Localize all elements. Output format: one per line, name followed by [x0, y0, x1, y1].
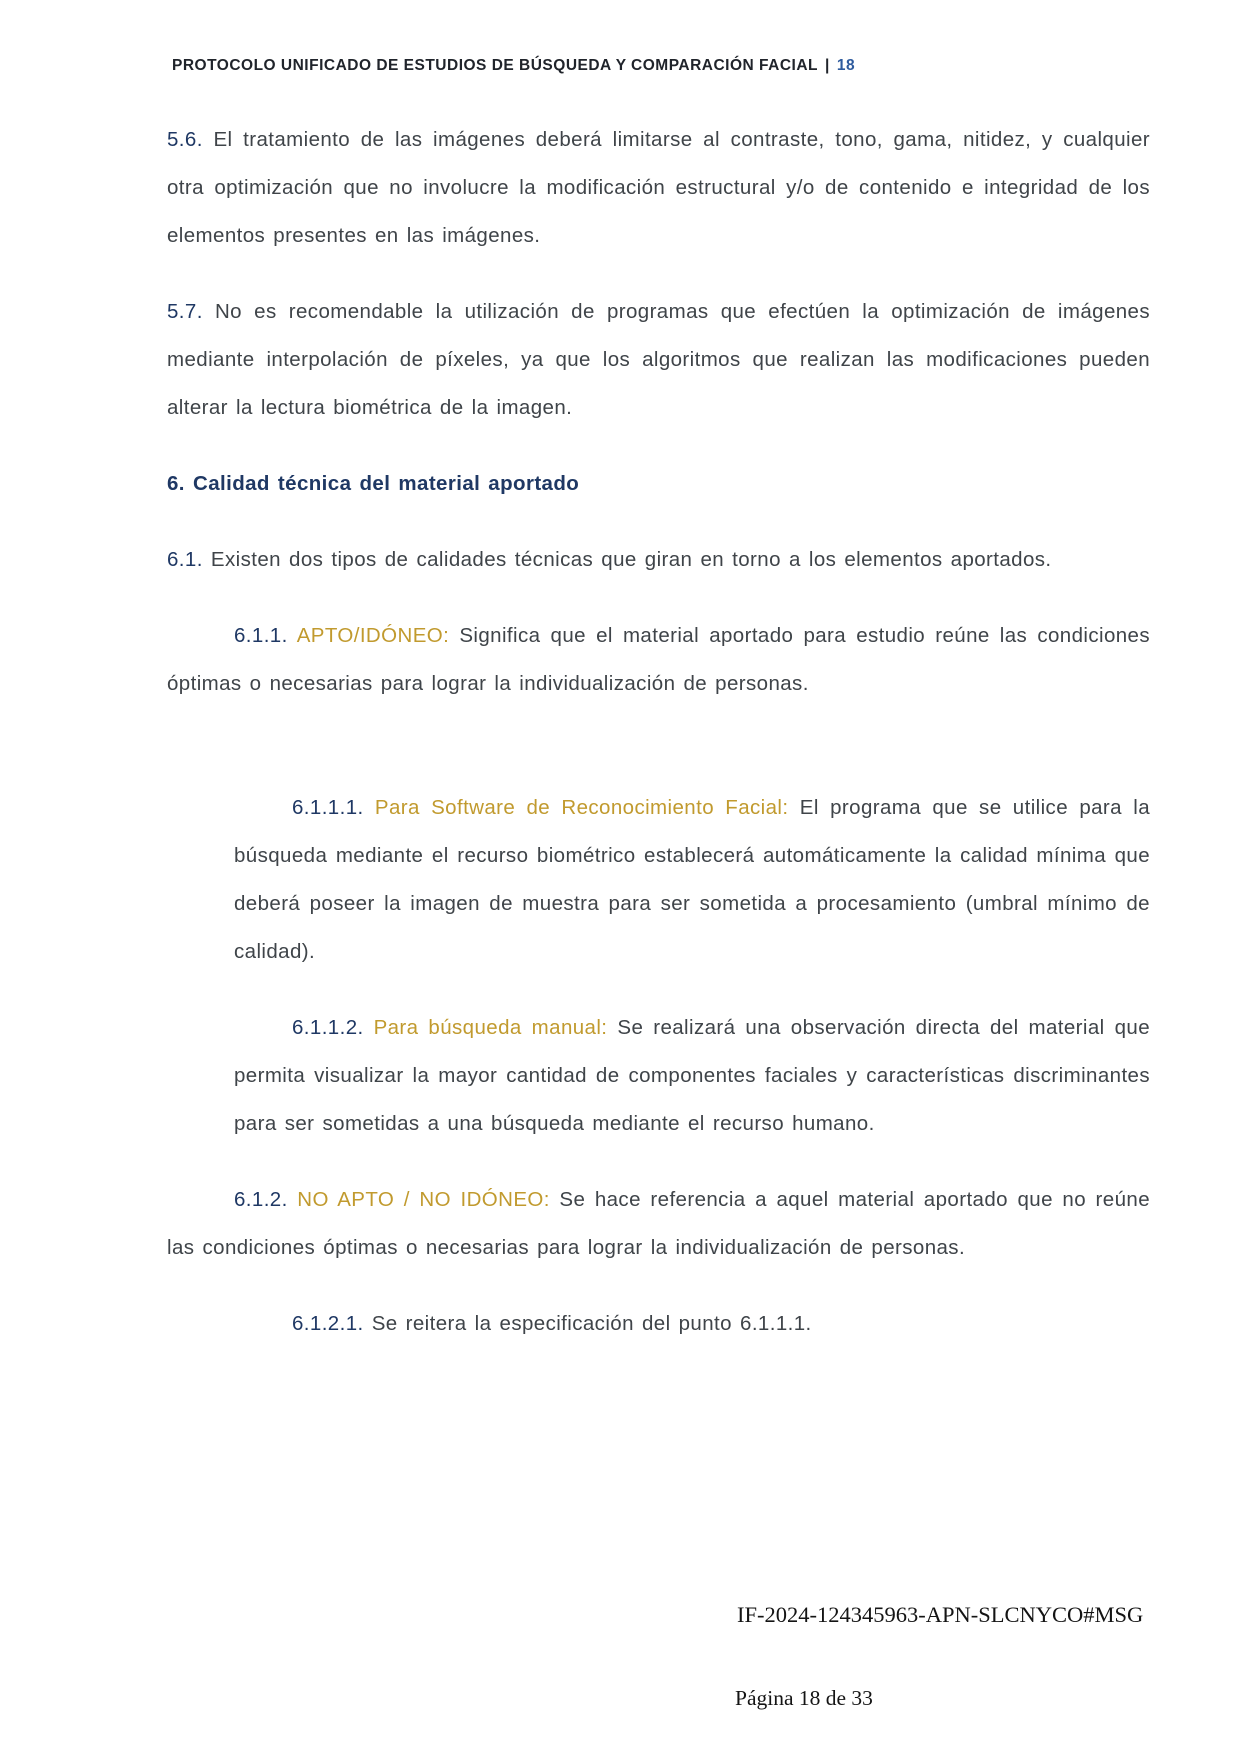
paragraph-text: No es recomendable la utilización de programas que efectúen la optimización de imágenes mediante interpolación de píxeles, ya que los algoritmos que realizan las modificaciones pueden alterar la lectura biométrica de la imagen.	[167, 300, 1150, 419]
paragraph-text: Se hace referencia a aquel material aportado que no reúne las condiciones óptimas o necesarias para lograr la individualización de personas.	[167, 1188, 1150, 1259]
paragraph-6	[167, 460, 1150, 508]
keyword-label: Para Software de Reconocimiento Facial:	[363, 796, 789, 819]
paragraph-number: 6.1.1.1.	[292, 796, 364, 819]
paragraph-6-1	[167, 536, 1150, 584]
paragraph-number: 5.6.	[167, 128, 203, 151]
keyword-label: Para búsqueda manual:	[363, 1016, 608, 1039]
paragraph-5-6	[167, 116, 1150, 260]
paragraph-text: Existen dos tipos de calidades técnicas que giran en torno a los elementos aportados.	[202, 548, 1052, 571]
paragraph-6-1-1-2	[234, 1004, 1150, 1148]
paragraph-number: 6.1.1.	[234, 624, 288, 647]
paragraph-number: 6.1.	[167, 548, 203, 571]
paragraph-text: El programa que se utilice para la búsqueda mediante el recurso biométrico establecerá automáticamente la calidad mínima que deberá poseer la imagen de muestra para ser sometida a procesamiento (umbral mínimo de calidad).	[234, 796, 1150, 963]
paragraph-number: 6.1.2.	[234, 1188, 288, 1211]
header-title: PROTOCOLO UNIFICADO DE ESTUDIOS DE BÚSQUEDA Y COMPARACIÓN FACIAL	[172, 57, 819, 74]
paragraph-text: El tratamiento de las imágenes deberá limitarse al contraste, tono, gama, nitidez, y cualquier otra optimización que no involucre la modificación estructural y/o de contenido e integridad de los elementos presentes en las imágenes.	[167, 128, 1150, 247]
paragraph-number: 6.1.2.1.	[292, 1312, 364, 1335]
paragraph-number: 5.7.	[167, 300, 203, 323]
paragraph-6-1-1	[167, 612, 1150, 708]
paragraph-text: Significa que el material aportado para estudio reúne las condiciones óptimas o necesarias para lograr la individualización de personas.	[167, 624, 1150, 695]
paragraph-6-1-1-1	[234, 784, 1150, 976]
header-page-number: 18	[836, 57, 856, 74]
keyword-label: NO APTO / NO IDÓNEO:	[287, 1188, 550, 1211]
paragraph-5-7	[167, 288, 1150, 432]
paragraph-6-1-2	[167, 1176, 1150, 1272]
footer-page-label: Página 18 de 33	[735, 1686, 873, 1710]
document-body	[167, 116, 1150, 1376]
paragraph-text: Se reitera la especificación del punto 6.1.1.1.	[363, 1312, 812, 1335]
page-header	[172, 57, 855, 75]
footer-reference: IF-2024-124345963-APN-SLCNYCO#MSG	[737, 1602, 1144, 1627]
paragraph-text: Se realizará una observación directa del material que permita visualizar la mayor cantidad de componentes faciales y características discriminantes para ser sometidas a una búsqueda mediante el recurso humano.	[234, 1016, 1150, 1135]
paragraph-number: 6.1.1.2.	[292, 1016, 364, 1039]
paragraph-6-1-2-1	[234, 1300, 1150, 1348]
header-separator: |	[825, 57, 830, 74]
paragraph-text: 6. Calidad técnica del material aportado	[167, 472, 580, 495]
keyword-label: APTO/IDÓNEO:	[287, 624, 450, 647]
